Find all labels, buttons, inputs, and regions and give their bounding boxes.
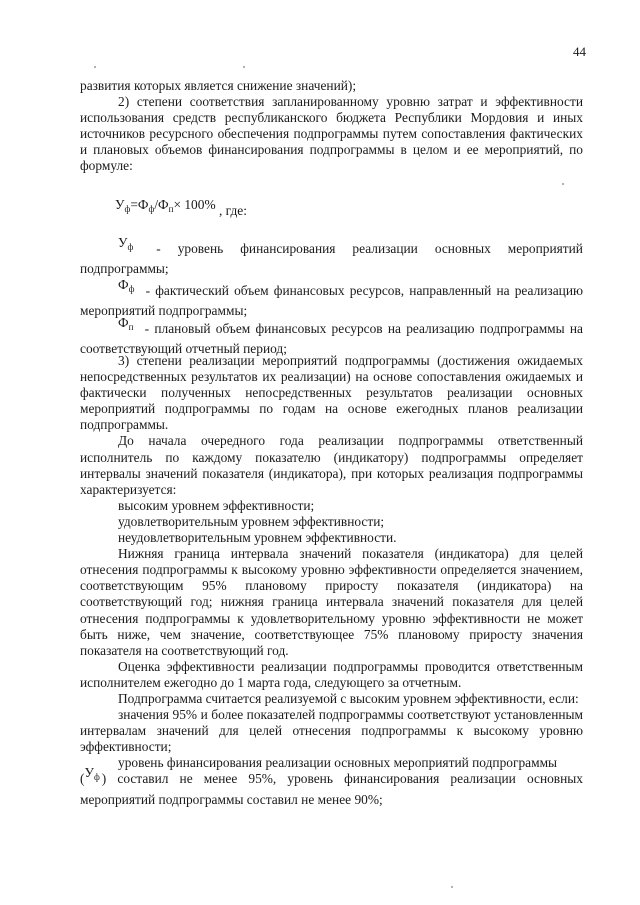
definition-text: - плановый объем финансовых ресурсов на реализацию подпрограммы на соответствующий отчетный период; [80,321,583,357]
list-item-satisfactory: удовлетворительным уровнем эффективности; [118,513,385,529]
definition-ff [80,277,583,319]
symbol-letter: У [118,235,128,250]
formula-sub: п [168,204,174,214]
symbol-sub: ф [127,242,134,252]
paragraph-criterion-2: 2) степени соответствия запланированному уровню затрат и эффективности использования средств республиканского бюджета Республики Мордовия и иных источников ресурсного обеспечения подпрограммы путем сопоставления фактических и плановых объемов финансирования подпрограммы в целом и ее мероприятий, по формуле: [80,94,583,174]
scan-speck [94,66,96,68]
symbol-sub: п [128,322,134,332]
paragraph-high-level: Подпрограмма считается реализуемой с высоким уровнем эффективности, если: [118,690,579,706]
paragraph-criterion-3: 3) степени реализации мероприятий подпрограммы (достижения ожидаемых непосредственных результатов их реализации) на основе сопоставления ожидаемых и фактически полученных непосредственных результатов реализации основных мероприятий подпрограммы по годам на основе ежегодных планов реализации подпрограммы. [80,353,583,433]
list-item-high: высоким уровнем эффективности; [118,497,315,513]
formula-div: /Ф [154,197,169,212]
scan-speck [243,66,245,68]
paragraph-values-95: значения 95% и более показателей подпрограммы соответствуют установленным интервалам значений для целей отнесения подпрограммы к высокому уровню эффективности; [80,707,583,755]
paragraph-financing-level: уровень финансирования реализации основных мероприятий подпрограммы [118,755,558,771]
paragraph-lower-bound: Нижняя граница интервала значений показателя (индикатора) для целей отнесения подпрограммы к высокому уровню эффективности определяется значением, соответствующим 95% плановому приросту показателя (индикатора) на соответствующий год; нижняя граница интервала значений показателя для целей отнесения подпрограммы к удовлетворительному уровню эффективности не может быть ниже, чем значение, соответствующее 75% плановому приросту значения показателя на соответствующий год. [80,546,583,658]
formula-sub: ф [148,204,155,214]
scan-speck [562,183,564,185]
formula-sub: ф [124,204,131,214]
upper-text [80,78,583,175]
paren-open: ( [80,771,85,787]
definition-symbol [118,315,139,330]
definition-fp [80,315,583,357]
symbol-letter: Ф [118,315,129,330]
symbol-letter: Ф [118,277,129,292]
paragraph-continuation: развития которых является снижение значений); [80,78,357,93]
list-item-unsatisfactory: неудовлетворительным уровнем эффективности. [118,530,397,546]
financing-text: ) составил не менее 95%, уровень финансирования реализации основных мероприятий подпрограммы составил не менее 90%; [80,771,583,807]
formula-mul: × 100% [173,197,216,212]
scan-speck [451,886,453,888]
symbol-sub: ф [93,772,100,783]
page-number: 44 [573,44,586,59]
formula-eq: =Ф [130,197,149,212]
formula-where: , где: [218,203,247,218]
inline-symbol [84,765,101,783]
paragraph-financing-level-cont [80,765,583,807]
paragraph-intervals: До начала очередного года реализации подпрограммы ответственный исполнитель по каждому показателю (индикатору) подпрограммы определяет интервалы значений показателя (индикатора), при которых реализация подпрограммы характеризуется: [80,433,583,497]
symbol-sub: ф [128,284,135,294]
formula [115,197,247,218]
lower-text [80,353,583,808]
definition-text: - фактический объем финансовых ресурсов, направленный на реализацию мероприятий подпрограммы; [80,283,583,319]
definition-symbol [118,277,140,292]
paragraph-assessment: Оценка эффективности реализации подпрограммы проводится ответственным исполнителем ежегодно до 1 марта года, следующего за отчетным. [80,658,583,690]
definition-uf [80,235,583,277]
formula-lhs: У [115,197,125,212]
symbol-letter: У [84,765,94,781]
definition-text: - уровень финансирования реализации основных мероприятий подпрограммы; [80,241,583,277]
definition-symbol [118,235,139,250]
